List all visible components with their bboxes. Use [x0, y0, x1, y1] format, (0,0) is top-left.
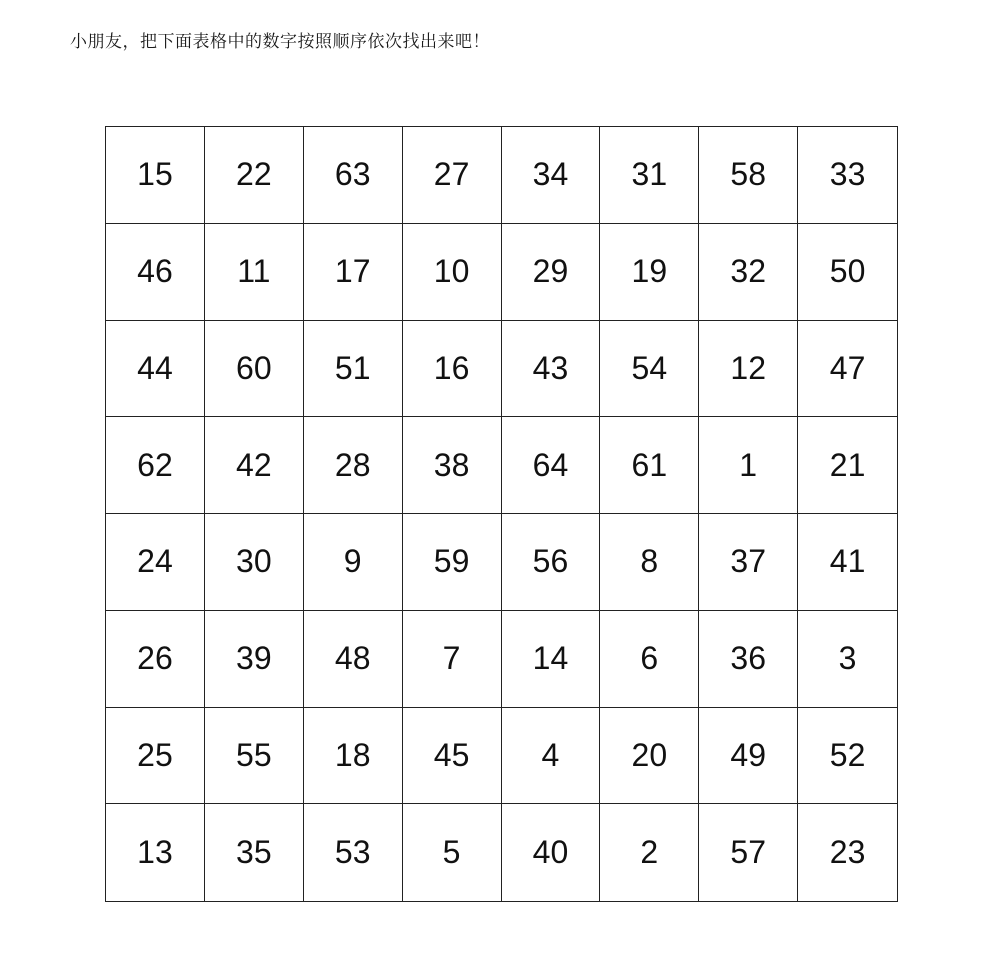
grid-cell: 20 [600, 708, 699, 805]
grid-cell: 22 [205, 127, 304, 224]
grid-cell: 19 [600, 224, 699, 321]
grid-cell: 14 [502, 611, 601, 708]
grid-cell: 29 [502, 224, 601, 321]
grid-cell: 49 [699, 708, 798, 805]
grid-cell: 9 [304, 514, 403, 611]
number-grid [105, 126, 898, 902]
grid-cell: 21 [798, 417, 897, 514]
grid-cell: 32 [699, 224, 798, 321]
grid-cell: 46 [106, 224, 205, 321]
grid-cell: 13 [106, 804, 205, 901]
grid-cell: 59 [403, 514, 502, 611]
grid-cell: 56 [502, 514, 601, 611]
grid-cell: 44 [106, 321, 205, 418]
grid-cell: 40 [502, 804, 601, 901]
grid-cell: 34 [502, 127, 601, 224]
grid-cell: 55 [205, 708, 304, 805]
grid-cell: 10 [403, 224, 502, 321]
grid-cell: 11 [205, 224, 304, 321]
grid-cell: 16 [403, 321, 502, 418]
grid-cell: 30 [205, 514, 304, 611]
grid-cell: 61 [600, 417, 699, 514]
grid-cell: 31 [600, 127, 699, 224]
grid-cell: 2 [600, 804, 699, 901]
grid-cell: 5 [403, 804, 502, 901]
instruction-text: 小朋友，把下面表格中的数字按照顺序依次找出来吧！ [70, 32, 490, 52]
grid-cell: 64 [502, 417, 601, 514]
grid-cell: 47 [798, 321, 897, 418]
grid-cell: 45 [403, 708, 502, 805]
grid-cell: 3 [798, 611, 897, 708]
grid-cell: 1 [699, 417, 798, 514]
grid-cell: 15 [106, 127, 205, 224]
grid-cell: 35 [205, 804, 304, 901]
grid-cell: 28 [304, 417, 403, 514]
grid-cell: 39 [205, 611, 304, 708]
grid-cell: 53 [304, 804, 403, 901]
grid-cell: 18 [304, 708, 403, 805]
grid-cell: 36 [699, 611, 798, 708]
grid-cell: 27 [403, 127, 502, 224]
grid-cell: 4 [502, 708, 601, 805]
grid-cell: 7 [403, 611, 502, 708]
grid-cell: 62 [106, 417, 205, 514]
grid-cell: 23 [829, 834, 866, 871]
grid-cell: 25 [106, 708, 205, 805]
grid-cell: 52 [798, 708, 897, 805]
grid-cell: 57 [699, 804, 798, 901]
grid-cell: 42 [205, 417, 304, 514]
grid-cell: 54 [600, 321, 699, 418]
grid-cell: 48 [304, 611, 403, 708]
grid-cell: 38 [403, 417, 502, 514]
grid-cell: 58 [699, 127, 798, 224]
grid-cell: 17 [304, 224, 403, 321]
grid-cell: 63 [304, 127, 403, 224]
grid-cell: 24 [106, 514, 205, 611]
grid-cell: 26 [106, 611, 205, 708]
grid-cell: 37 [699, 514, 798, 611]
grid-cell: 60 [205, 321, 304, 418]
grid-cell: 51 [304, 321, 403, 418]
grid-cell: 43 [502, 321, 601, 418]
grid-cell: 33 [798, 127, 897, 224]
grid-cell: 50 [798, 224, 897, 321]
grid-cell: 41 [798, 514, 897, 611]
grid-cell: 8 [600, 514, 699, 611]
grid-cell: 12 [699, 321, 798, 418]
grid-cell: 6 [600, 611, 699, 708]
